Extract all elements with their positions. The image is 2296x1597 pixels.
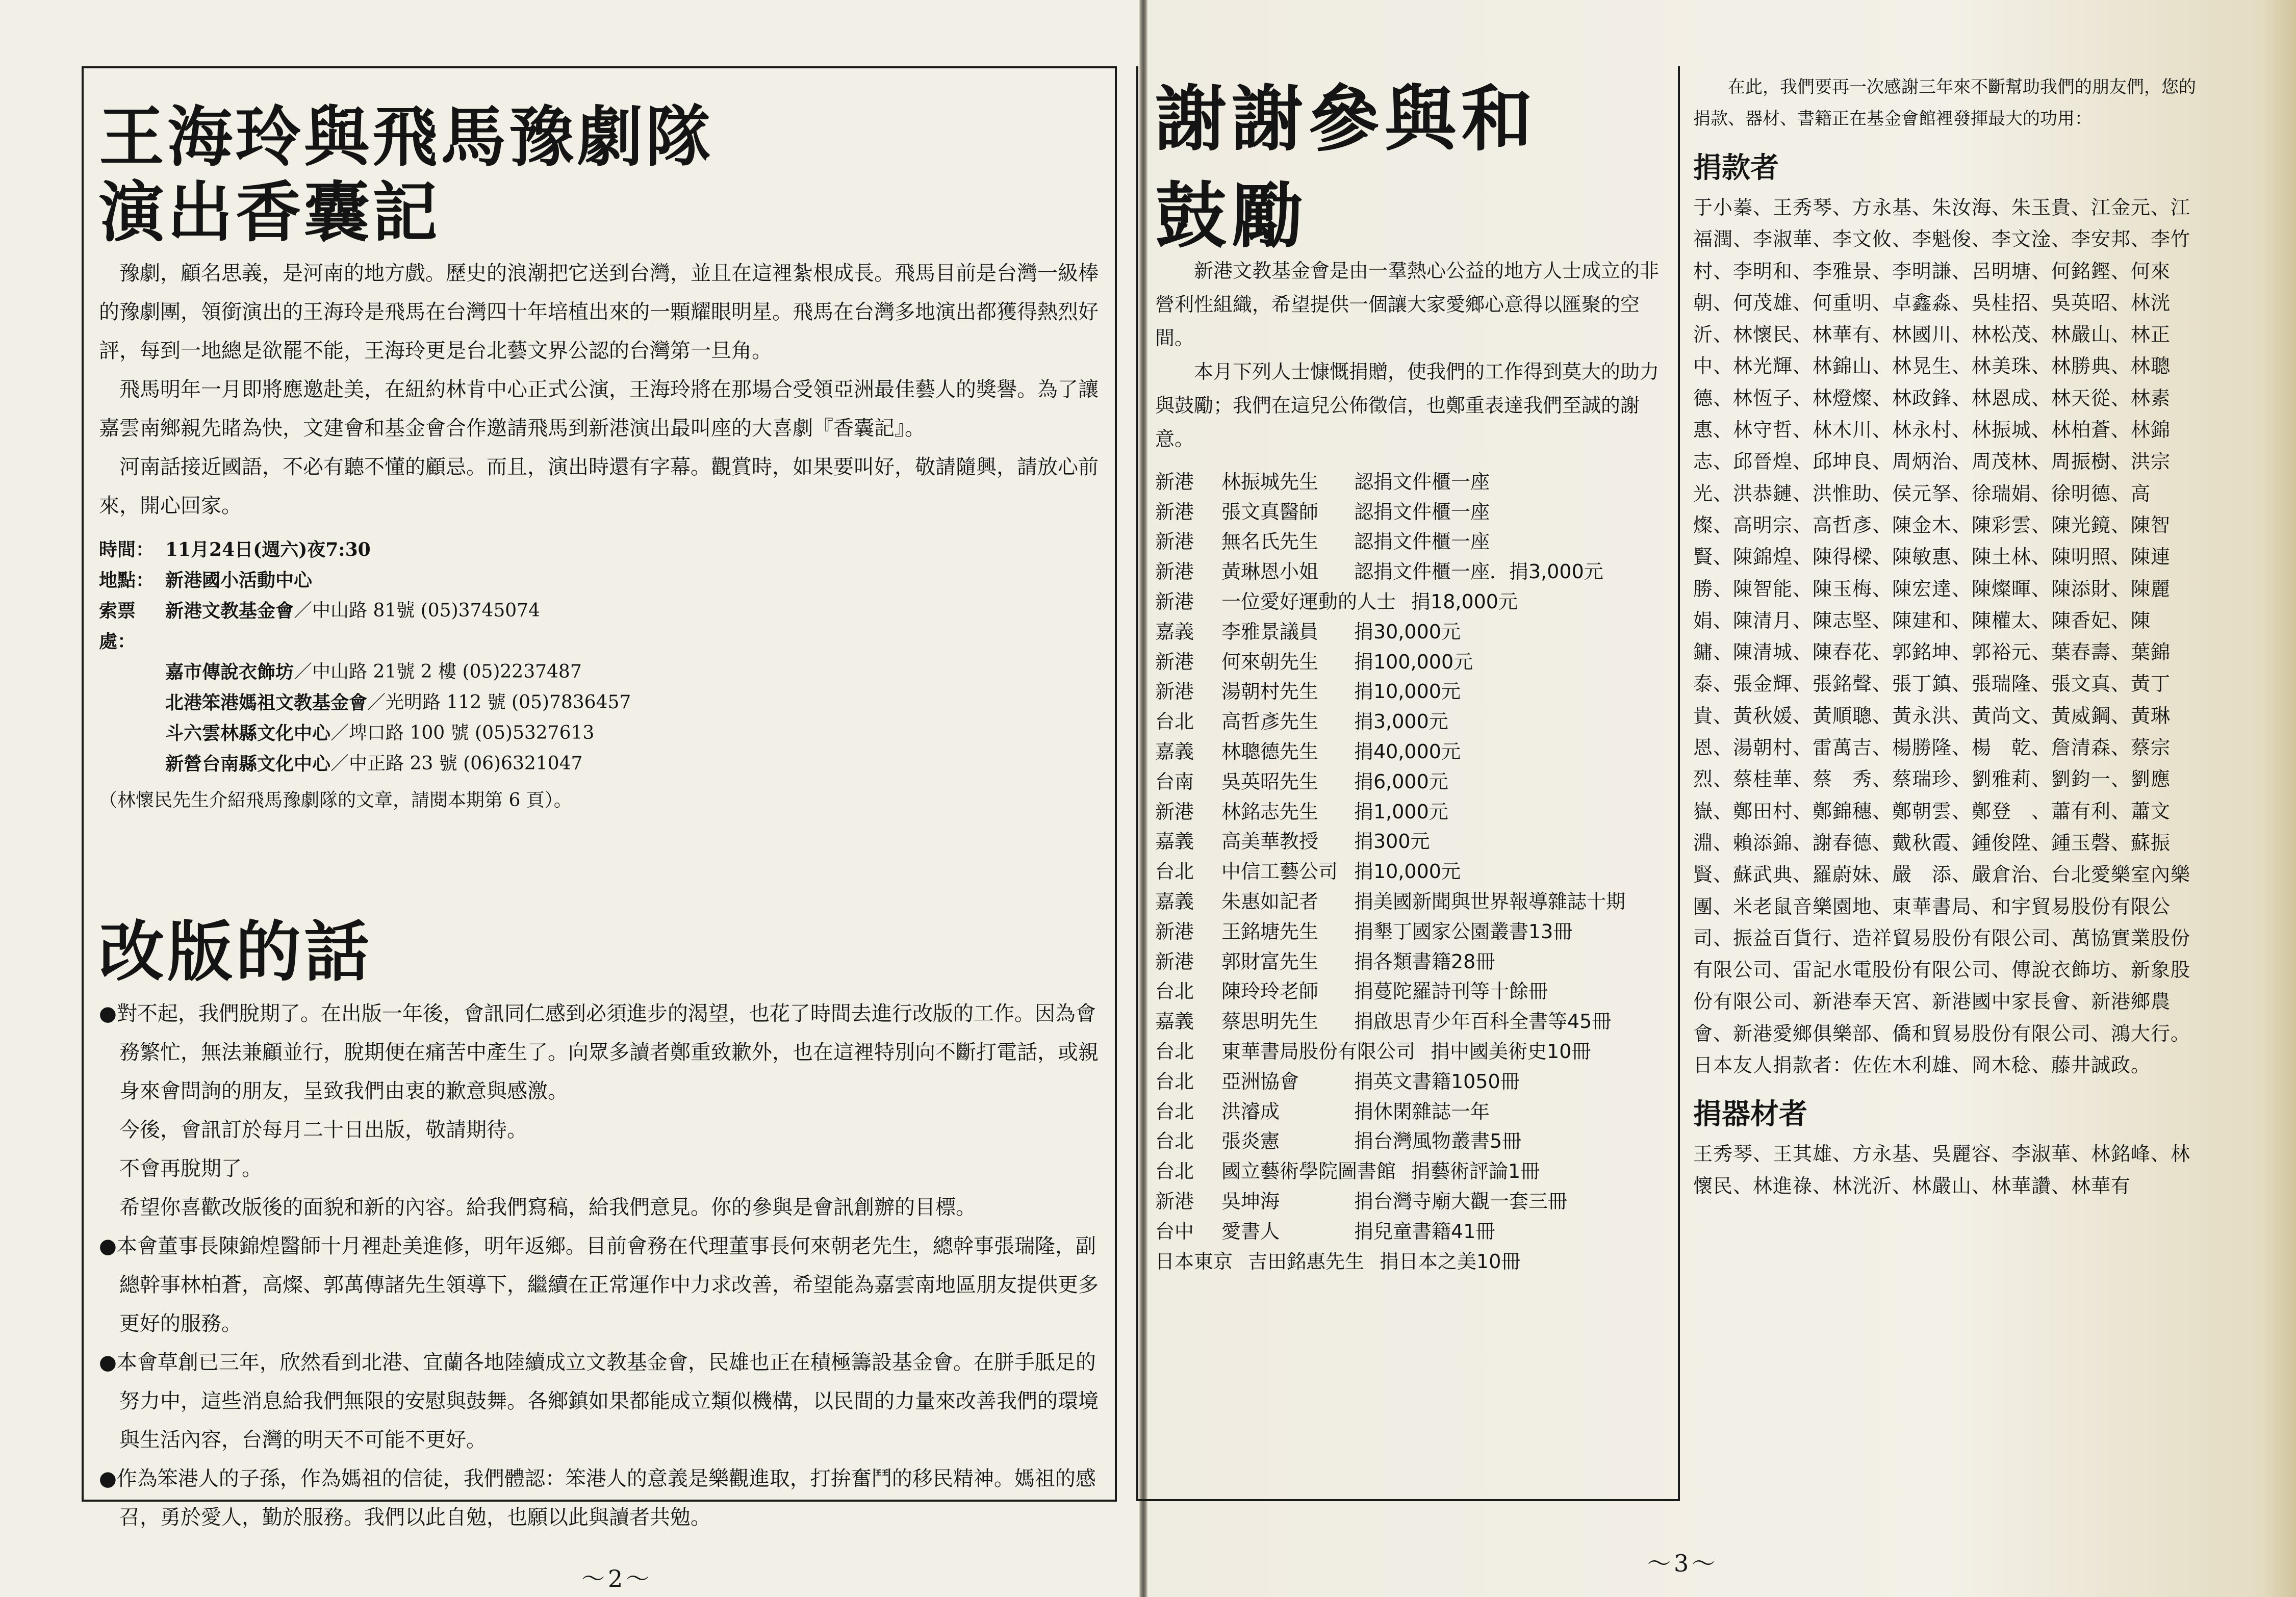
article-opera-body	[99, 254, 1104, 525]
donation-item: 捐100,000元	[1354, 650, 1473, 673]
left-article-frame	[82, 66, 1117, 1529]
ticket-addr: ／中山路 81號 (05)3745074	[294, 600, 540, 621]
donation-location: 嘉義	[1155, 740, 1194, 763]
event-details	[99, 534, 1104, 817]
ticket-location	[99, 687, 1104, 718]
donor-name: 黃琳恩小姐	[1221, 560, 1319, 583]
donation-location: 嘉義	[1155, 830, 1194, 853]
donation-row	[1155, 975, 1675, 1005]
donation-item: 捐30,000元	[1354, 620, 1461, 643]
donation-location: 新港	[1155, 920, 1194, 943]
donation-item: 捐藝術評論1冊	[1411, 1160, 1540, 1183]
donation-item: 認捐文件櫃一座	[1354, 500, 1490, 523]
donor-name: 東華書局股份有限公司	[1221, 1040, 1416, 1063]
donation-row	[1155, 1125, 1675, 1155]
donation-location: 台南	[1155, 770, 1194, 793]
donation-row	[1155, 855, 1675, 885]
article-revision-title: 改版的話	[99, 914, 373, 990]
donation-item: 捐台灣寺廟大觀一套三冊	[1354, 1190, 1568, 1213]
donor-name: 國立藝術學院圖書館	[1221, 1160, 1396, 1183]
article-opera	[99, 100, 1104, 817]
donor-column	[1693, 71, 2203, 1202]
donation-item: 捐18,000元	[1411, 590, 1518, 613]
thanks-intro-paragraph: 新港文教基金會是由一羣熱心公益的地方人士成立的非營利性組織，希望提供一個讓大家愛鄉心意得以匯聚的空間。	[1155, 260, 1660, 349]
ticket-org: 新港文教基金會	[165, 600, 294, 622]
donation-location: 台北	[1155, 1130, 1194, 1153]
donor-name: 湯朝村先生	[1221, 680, 1319, 703]
ticket-org: 嘉市傳說衣飾坊	[165, 661, 294, 683]
donation-row	[1155, 1035, 1675, 1065]
donor-name: 張文真醫師	[1221, 500, 1319, 523]
donation-item: 捐英文書籍1050冊	[1354, 1070, 1520, 1093]
donation-row	[1155, 915, 1675, 945]
revision-bullet: ●作為笨港人的子孫，作為媽祖的信徒，我們體認：笨港人的意義是樂觀進取，打拚奮鬥的移民精神。媽祖的感召，勇於愛人，勤於服務。我們以此自勉，也願以此與讀者共勉。	[99, 1467, 1096, 1529]
donation-location: 台中	[1155, 1220, 1194, 1243]
ticket-addr: ／光明路 112 號 (05)7836457	[367, 692, 631, 713]
donation-location: 新港	[1155, 560, 1194, 583]
donation-location: 新港	[1155, 650, 1194, 673]
donor-name: 蔡思明先生	[1221, 1010, 1319, 1033]
donor-name: 吳英昭先生	[1221, 770, 1319, 793]
donation-location: 台北	[1155, 980, 1194, 1003]
opera-paragraph: 豫劇，顧名思義，是河南的地方戲。歷史的浪潮把它送到台灣，並且在這裡紮根成長。飛馬目前是台灣一級棒的豫劇團，領銜演出的王海玲是飛馬在台灣四十年培植出來的一顆耀眼明星。飛馬在台灣多地演出都獲得熱烈好評，每到一地總是欲罷不能，王海玲更是台北藝文界公認的台灣第一旦角。	[99, 262, 1099, 363]
column-divider	[1678, 66, 1680, 1499]
donor-name: 李雅景議員	[1221, 620, 1319, 643]
donation-row	[1155, 1245, 1675, 1275]
ticket-addr: ／中正路 23 號 (06)6321047	[330, 753, 583, 774]
donor-name: 何來朝先生	[1221, 650, 1319, 673]
donation-location: 台北	[1155, 1070, 1194, 1093]
page-number-left: ～2～	[581, 1565, 653, 1592]
donation-row	[1155, 585, 1675, 615]
donor-name: 無名氏先生	[1221, 530, 1319, 553]
donation-row	[1155, 1004, 1675, 1035]
ticket-addr: ／中山路 21號 2 樓 (05)2237487	[294, 661, 582, 682]
ticket-org: 斗六雲林縣文化中心	[165, 723, 331, 744]
event-place-label: 地點：	[99, 570, 155, 591]
revision-bullet: ●本會董事長陳錦煌醫師十月裡赴美進修，明年返鄉。目前會務在代理董事長何來朝老先生，總幹事張瑞隆，副總幹事林柏蒼，高燦、郭萬傳諸先生領導下，繼續在正常運作中力求改善，希望能為嘉雲南地區朋友提供更多更好的服務。	[99, 1234, 1099, 1335]
event-place	[99, 565, 1104, 596]
donor-name: 高美華教授	[1221, 830, 1319, 853]
ticket-location	[99, 657, 1104, 687]
donation-location: 新港	[1155, 470, 1194, 493]
donor-name: 朱惠如記者	[1221, 890, 1319, 913]
donation-row	[1155, 1095, 1675, 1125]
donation-item: 捐墾丁國家公園叢書13冊	[1354, 920, 1573, 943]
donation-location: 新港	[1155, 530, 1194, 553]
ticket-org: 新營台南縣文化中心	[165, 753, 331, 775]
donation-location: 嘉義	[1155, 620, 1194, 643]
frame-rule-bottom	[1136, 1499, 1680, 1501]
donation-item: 捐3,000元	[1354, 710, 1448, 733]
article-revision	[99, 915, 1104, 1537]
equipment-names: 王秀琴、王其雄、方永基、吳麗容、李淑華、林銘峰、林懷民、林進祿、林洸沂、林嚴山、林華讚、林華有	[1693, 1143, 2191, 1197]
donor-name: 陳玲玲老師	[1221, 980, 1319, 1003]
donation-item: 認捐文件櫃一座	[1354, 470, 1490, 493]
donation-item: 捐啟思青少年百科全書等45冊	[1354, 1010, 1612, 1033]
donation-location: 新港	[1155, 590, 1194, 613]
event-time	[99, 534, 1104, 565]
ticket-org: 北港笨港媽祖文教基金會	[165, 692, 368, 713]
equipment-heading: 捐器材者	[1693, 1098, 1807, 1131]
thanks-title-line-2: 鼓勵	[1155, 175, 1309, 258]
event-place-value: 新港國小活動中心	[165, 570, 313, 591]
thanks-intro	[1155, 254, 1670, 456]
book-gutter	[1140, 0, 1146, 1597]
donor-name: 亞洲協會	[1221, 1070, 1299, 1093]
donation-location: 台北	[1155, 1100, 1194, 1123]
donation-row	[1155, 675, 1675, 705]
donation-row	[1155, 555, 1675, 585]
donor-name: 林振城先生	[1221, 470, 1319, 493]
title-line-1: 王海玲與飛馬豫劇隊	[99, 99, 715, 175]
opera-paragraph: 飛馬明年一月即將應邀赴美，在紐約林肯中心正式公演，王海玲將在那場合受領亞洲最佳藝人的獎譽。為了讓嘉雲南鄉親先睹為快，文建會和基金會合作邀請飛馬到新港演出最叫座的大喜劇『香囊記』。	[99, 378, 1099, 440]
article-opera-title	[99, 100, 1104, 251]
donation-location: 新港	[1155, 1190, 1194, 1213]
donor-name: 吳坤海	[1221, 1190, 1280, 1213]
donation-item: 捐美國新聞與世界報導雜誌十期	[1354, 890, 1626, 913]
donation-item: 捐休閑雜誌一年	[1354, 1100, 1490, 1123]
donor-name: 洪濬成	[1221, 1100, 1280, 1123]
donation-location: 台北	[1155, 710, 1194, 733]
left-page	[0, 0, 1140, 1597]
tickets-label: 索票處：	[99, 600, 136, 652]
donor-name: 郭財富先生	[1221, 950, 1319, 973]
revision-bullet: ●對不起，我們脫期了。在出版一年後，會訊同仁感到必須進步的渴望，也花了時間去進行改版的工作。因為會務繁忙，無法兼顧並行，脫期便在痛苦中產生了。向眾多讀者鄭重致歉外，也在這裡特別向不斷打電話，或親身來會問詢的朋友，呈致我們由衷的歉意與感激。	[99, 1002, 1099, 1103]
donation-row	[1155, 705, 1675, 735]
donor-name: 一位愛好運動的人士	[1221, 590, 1396, 613]
donation-row	[1155, 1065, 1675, 1095]
donation-item: 捐日本之美10冊	[1380, 1250, 1521, 1273]
thanks-intro-paragraph: 本月下列人士慷慨捐贈，使我們的工作得到莫大的助力與鼓勵；我們在這兒公佈徵信，也鄭重表達我們至誠的謝意。	[1155, 360, 1660, 450]
donor-name: 林銘志先生	[1221, 800, 1319, 823]
revision-bullet: ●本會草創已三年，欣然看到北港、宜蘭各地陸續成立文教基金會，民雄也正在積極籌設基金會。在胼手胝足的努力中，這些消息給我們無限的安慰與鼓舞。各鄉鎮如果都能成立類似機構，以民間的力量來改善我們的環境與生活內容，台灣的明天不可能不更好。	[99, 1351, 1099, 1452]
donation-item: 捐兒童書籍41冊	[1354, 1220, 1495, 1243]
ticket-addr: ／埤口路 100 號 (05)5327613	[330, 723, 595, 743]
donation-location: 新港	[1155, 500, 1194, 523]
page-number-right: ～3～	[1647, 1550, 1719, 1577]
donation-item: 捐台灣風物叢書5冊	[1354, 1130, 1522, 1153]
revision-line: 希望你喜歡改版後的面貌和新的內容。給我們寫稿，給我們意見。你的參與是會訊創辦的目標。	[119, 1196, 976, 1219]
donation-location: 台北	[1155, 1160, 1194, 1183]
article-reference-note: （林懷民先生介紹飛馬豫劇隊的文章，請閱本期第 6 頁）。	[99, 790, 572, 811]
donation-row	[1155, 1215, 1675, 1245]
donation-row	[1155, 1184, 1675, 1215]
donors-names: 于小蓁、王秀琴、方永基、朱汝海、朱玉貴、江金元、江福潤、李淑華、李文攸、李魁俊、李文淦、李安邦、李竹村、李明和、李雅景、李明謙、呂明塘、何銘鏗、何來朝、何茂雄、何重明、卓鑫淼、吳桂招、吳英昭、林洸沂、林懷民、林華有、林國川、林松茂、林嚴山、林正中、林光輝、林錦山、林晃生、林美珠、林勝典、林聰德、林恆子、林燈燦、林政鋒、林恩成、林天從、林素惠、林守哲、林木川、林永村、林振城、林柏蒼、林錦志、邱晉煌、邱坤良、周炳治、周茂林、周振樹、洪宗光、洪恭鏈、洪惟助、侯元拏、徐瑞娟、徐明德、高 燦、高明宗、高哲彥、陳金木、陳彩雲、陳光鏡、陳智賢、陳錦煌、陳得樑、陳敏惠、陳土林、陳明照、陳連勝、陳智能、陳玉梅、陳宏達、陳燦暉、陳添財、陳麗娟、陳清月、陳志堅、陳建和、陳權太、陳香妃、陳 鏞、陳清城、陳春花、郭銘坤、郭裕元、葉春壽、葉錦泰、張金輝、張銘聲、張丁鎮、張瑞隆、張文真、黃丁貴、黃秋媛、黃順聰、黃永洪、黃尚文、黃威鋼、黃琳恩、湯朝村、雷萬吉、楊勝隆、楊 乾、詹清森、蔡宗烈、蔡桂華、蔡 秀、蔡瑞珍、劉雅莉、劉鈞一、劉應嶽、鄭田村、鄭錦穗、鄭朝雲、鄭登 、蕭有利、蕭文淵、賴添錦、謝春德、戴秋霞、鍾俊陞、鍾玉磬、蘇振賢、蘇武典、羅蔚妹、嚴 添、嚴倉治、台北愛樂室內樂團、米老鼠音樂園地、東華書局、和宇貿易股份有限公司、振益百貨行、造祥貿易股份有限公司、萬協實業股份有限公司、雷記水電股份有限公司、傳說衣飾坊、新象股份有限公司、新港奉天宮、新港國中家長會、新港鄉農會、新港愛鄉俱樂部、僑和貿易股份有限公司、鴻大行。	[1693, 196, 2191, 1045]
donation-row	[1155, 885, 1675, 915]
opera-paragraph: 河南話接近國語，不必有聽不懂的顧忌。而且，演出時還有字幕。觀賞時，如果要叫好，敬請隨興，請放心前來，開心回家。	[99, 455, 1099, 518]
revision-line: 今後，會訊訂於每月二十日出版，敬請期待。	[119, 1118, 527, 1142]
donation-row	[1155, 735, 1675, 765]
ticket-location	[99, 596, 1104, 657]
ticket-locations	[99, 596, 1104, 779]
frame-rule-left	[1136, 66, 1138, 1499]
donation-location: 台北	[1155, 1040, 1194, 1063]
donation-item: 捐10,000元	[1354, 680, 1461, 703]
donation-location: 嘉義	[1155, 890, 1194, 913]
donation-item: 捐蔓陀羅詩刊等十餘冊	[1354, 980, 1548, 1003]
donation-item: 捐300元	[1354, 830, 1430, 853]
donation-row	[1155, 825, 1675, 855]
donors-heading: 捐款者	[1693, 151, 1779, 185]
thanks-title-line-1: 謝謝參與和	[1155, 78, 1538, 161]
japan-donors: 日本友人捐款者：佐佐木利雄、岡木稔、藤井誠政。	[1693, 1054, 2151, 1077]
revision-items	[99, 994, 1104, 1537]
donation-location: 新港	[1155, 950, 1194, 973]
revision-line: 不會再脫期了。	[119, 1157, 262, 1180]
ticket-location	[99, 749, 1104, 779]
donation-list	[1155, 465, 1675, 1275]
donor-name: 高哲彥先生	[1221, 710, 1319, 733]
donor-name: 王銘塘先生	[1221, 920, 1319, 943]
donation-location: 新港	[1155, 680, 1194, 703]
ticket-location	[99, 718, 1104, 749]
donation-row	[1155, 495, 1675, 525]
donation-item: 認捐文件櫃一座	[1354, 530, 1490, 553]
donation-row	[1155, 795, 1675, 825]
donor-name: 中信工藝公司	[1221, 860, 1338, 883]
donation-row	[1155, 465, 1675, 495]
title-line-2: 演出香囊記	[99, 175, 441, 251]
donation-location: 新港	[1155, 800, 1194, 823]
donation-row	[1155, 615, 1675, 645]
donation-row	[1155, 525, 1675, 555]
donation-location: 嘉義	[1155, 1010, 1194, 1033]
donor-name: 愛書人	[1221, 1220, 1280, 1243]
thanks-title	[1155, 71, 1670, 265]
event-time-label: 時間：	[99, 539, 155, 560]
donation-row	[1155, 765, 1675, 795]
donation-row	[1155, 1154, 1675, 1184]
donation-item: 捐6,000元	[1354, 770, 1448, 793]
donation-row	[1155, 945, 1675, 975]
donation-location: 台北	[1155, 860, 1194, 883]
donation-item: 捐40,000元	[1354, 740, 1461, 763]
donation-item: 捐各類書籍28冊	[1354, 950, 1495, 973]
donation-item: 捐10,000元	[1354, 860, 1461, 883]
donation-location: 日本東京	[1155, 1250, 1233, 1273]
donor-name: 張炎憲	[1221, 1130, 1280, 1153]
donation-item: 捐1,000元	[1354, 800, 1448, 823]
donation-item: 捐中國美術史10冊	[1431, 1040, 1591, 1063]
donor-name: 吉田銘惠先生	[1248, 1250, 1365, 1273]
donation-row	[1155, 645, 1675, 675]
event-time-value: 11月24日(週六)夜7:30	[165, 539, 371, 560]
donor-name: 林聰德先生	[1221, 740, 1319, 763]
donor-column-intro: 在此，我們要再一次感謝三年來不斷幫助我們的朋友們，您的捐款、器材、書籍正在基金會館裡發揮最大的功用：	[1693, 77, 2196, 129]
donation-item: 認捐文件櫃一座．捐3,000元	[1354, 560, 1603, 583]
